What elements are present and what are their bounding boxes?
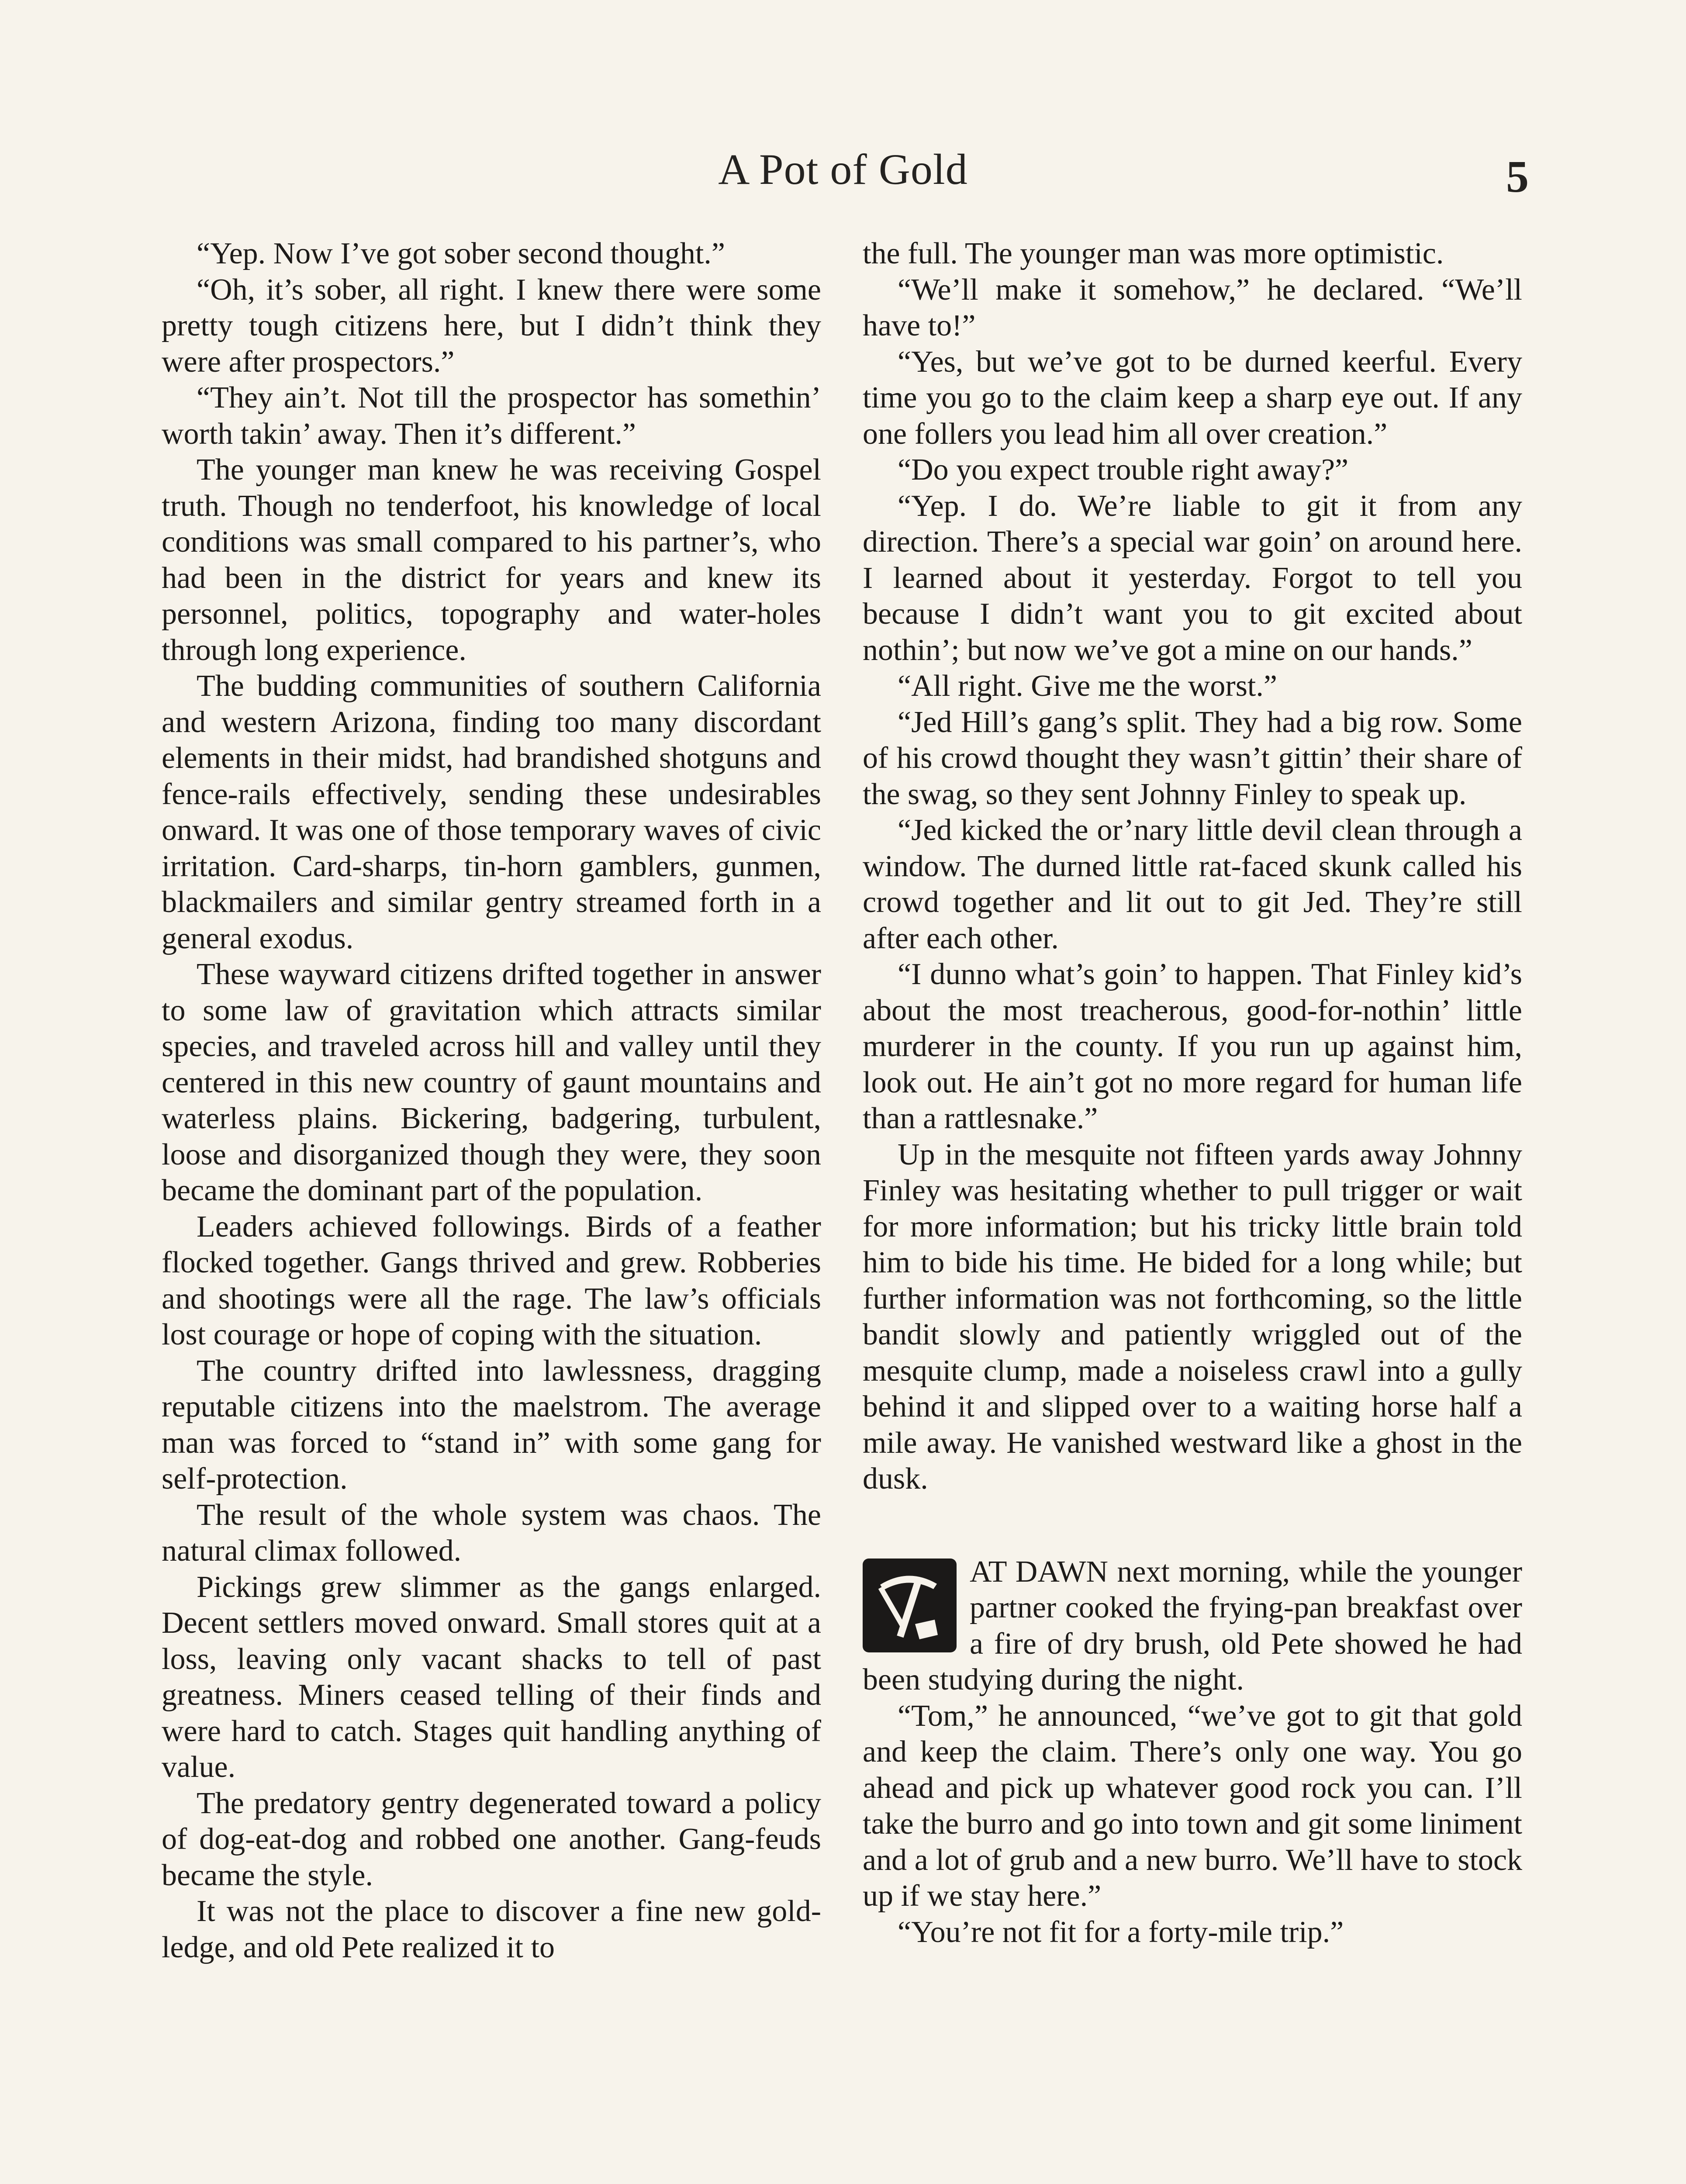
paragraph: “Jed kicked the or’nary little devil clean through a window. The durned little rat-faced skunk called his crowd together and lit out to git Jed. They’re still after each other. bbox=[863, 813, 1522, 955]
paragraph: The country drifted into lawlessness, dragging reputable citizens into the maelstrom. The average man was forced to “stand in” with some gang for self-protection. bbox=[162, 1354, 821, 1496]
paragraph: Leaders achieved followings. Birds of a feather flocked together. Gangs thrived and grew. Robberies and shootings were all the rage. The law’s officials lost courage or hope of coping with the situation. bbox=[162, 1209, 821, 1351]
paragraph: “Yep. I do. We’re liable to git it from any direction. There’s a special war goin’ on around here. I learned about it yesterday. Forgot to tell you because I didn’t want you to git excited about nothin’; but now we’ve got a mine on our hands.” bbox=[863, 489, 1522, 667]
left-column bbox=[162, 236, 821, 1966]
paragraph: “Yep. Now I’ve got sober second thought.” bbox=[197, 237, 725, 270]
paragraph: These wayward citizens drifted together in answer to some law of gravitation which attracts similar species, and traveled across hill and valley until they centered in this new country of gaunt mountains and waterless plains. Bickering, badgering, turbulent, loose and disorganized though they were, they soon became the dominant part of the population. bbox=[162, 957, 821, 1207]
paragraph-text: AT DAWN next morning, while the younger partner cooked the frying-pan breakfast over a fire of dry brush, old Pete showed he had been studying during the night. bbox=[863, 1555, 1522, 1697]
paragraph: “They ain’t. Not till the prospector has somethin’ worth takin’ away. Then it’s different.” bbox=[162, 381, 821, 451]
section-opening-paragraph bbox=[863, 1554, 1522, 1698]
section-break bbox=[863, 1497, 1522, 1554]
paragraph: “You’re not fit for a forty-mile trip.” bbox=[898, 1915, 1344, 1949]
paragraph: “Do you expect trouble right away?” bbox=[898, 453, 1349, 487]
paragraph: “We’ll make it somehow,” he declared. “We’ll have to!” bbox=[863, 273, 1522, 342]
paragraph: The predatory gentry degenerated toward a policy of dog-eat-dog and robbed one another. Gang-feuds became the style. bbox=[162, 1786, 821, 1892]
paragraph: “Tom,” he announced, “we’ve got to git that gold and keep the claim. There’s only one way. You go ahead and pick up whatever good rock you can. I’ll take the burro and go into town and git some liniment and a lot of grub and a new burro. We’ll have to stock up if we stay here.” bbox=[863, 1699, 1522, 1913]
paragraph: the full. The younger man was more optimistic. bbox=[863, 237, 1444, 270]
pick-and-shovel-icon bbox=[863, 1559, 957, 1652]
paragraph: Up in the mesquite not fifteen yards away Johnny Finley was hesitating whether to pull trigger or wait for more information; but his tricky little brain told him to bide his time. He bided for a long while; but further information was not forthcoming, so the little bandit slowly and patiently wriggled out of the mesquite clump, made a noiseless crawl into a gully behind it and slipped over to a waiting horse half a mile away. He vanished westward like a ghost in the dusk. bbox=[863, 1137, 1522, 1496]
paragraph: “Yes, but we’ve got to be durned keerful. Every time you go to the claim keep a sharp eye out. If any one follers you lead him all over creation.” bbox=[863, 345, 1522, 451]
paragraph: The budding communities of southern California and western Arizona, finding too many discordant elements in their midst, had brandished shotguns and fence-rails effectively, sending these undesirables onward. It was one of those temporary waves of civic irritation. Card-sharps, tin-horn gamblers, gunmen, blackmailers and similar gentry streamed forth in a general exodus. bbox=[162, 669, 821, 955]
paragraph: The result of the whole system was chaos. The natural climax followed. bbox=[162, 1498, 821, 1568]
right-column bbox=[863, 236, 1522, 1950]
paragraph: “Jed Hill’s gang’s split. They had a big row. Some of his crowd thought they wasn’t gittin’ their share of the swag, so they sent Johnny Finley to speak up. bbox=[863, 705, 1522, 811]
paragraph: “I dunno what’s goin’ to happen. That Finley kid’s about the most treacherous, good-for-nothin’ little murderer in the county. If you run up against him, look out. He ain’t got no more regard for human life than a rattlesnake.” bbox=[863, 957, 1522, 1135]
paragraph: It was not the place to discover a fine new gold-ledge, and old Pete realized it to bbox=[162, 1894, 821, 1964]
paragraph: “All right. Give me the worst.” bbox=[898, 669, 1277, 703]
paragraph: “Oh, it’s sober, all right. I knew there were some pretty tough citizens here, but I didn’t think they were after prospectors.” bbox=[162, 273, 821, 379]
running-title: A Pot of Gold bbox=[718, 145, 968, 194]
page-number: 5 bbox=[1506, 152, 1529, 202]
paragraph: The younger man knew he was receiving Gospel truth. Though no tenderfoot, his knowledge of local conditions was small compared to his partner’s, who had been in the district for years and knew its personnel, politics, topography and water-holes through long experience. bbox=[162, 453, 821, 667]
paragraph: Pickings grew slimmer as the gangs enlarged. Decent settlers moved onward. Small stores quit at a loss, leaving only vacant shacks to tell of past greatness. Miners ceased telling of their finds and were hard to catch. Stages quit handling anything of value. bbox=[162, 1570, 821, 1784]
